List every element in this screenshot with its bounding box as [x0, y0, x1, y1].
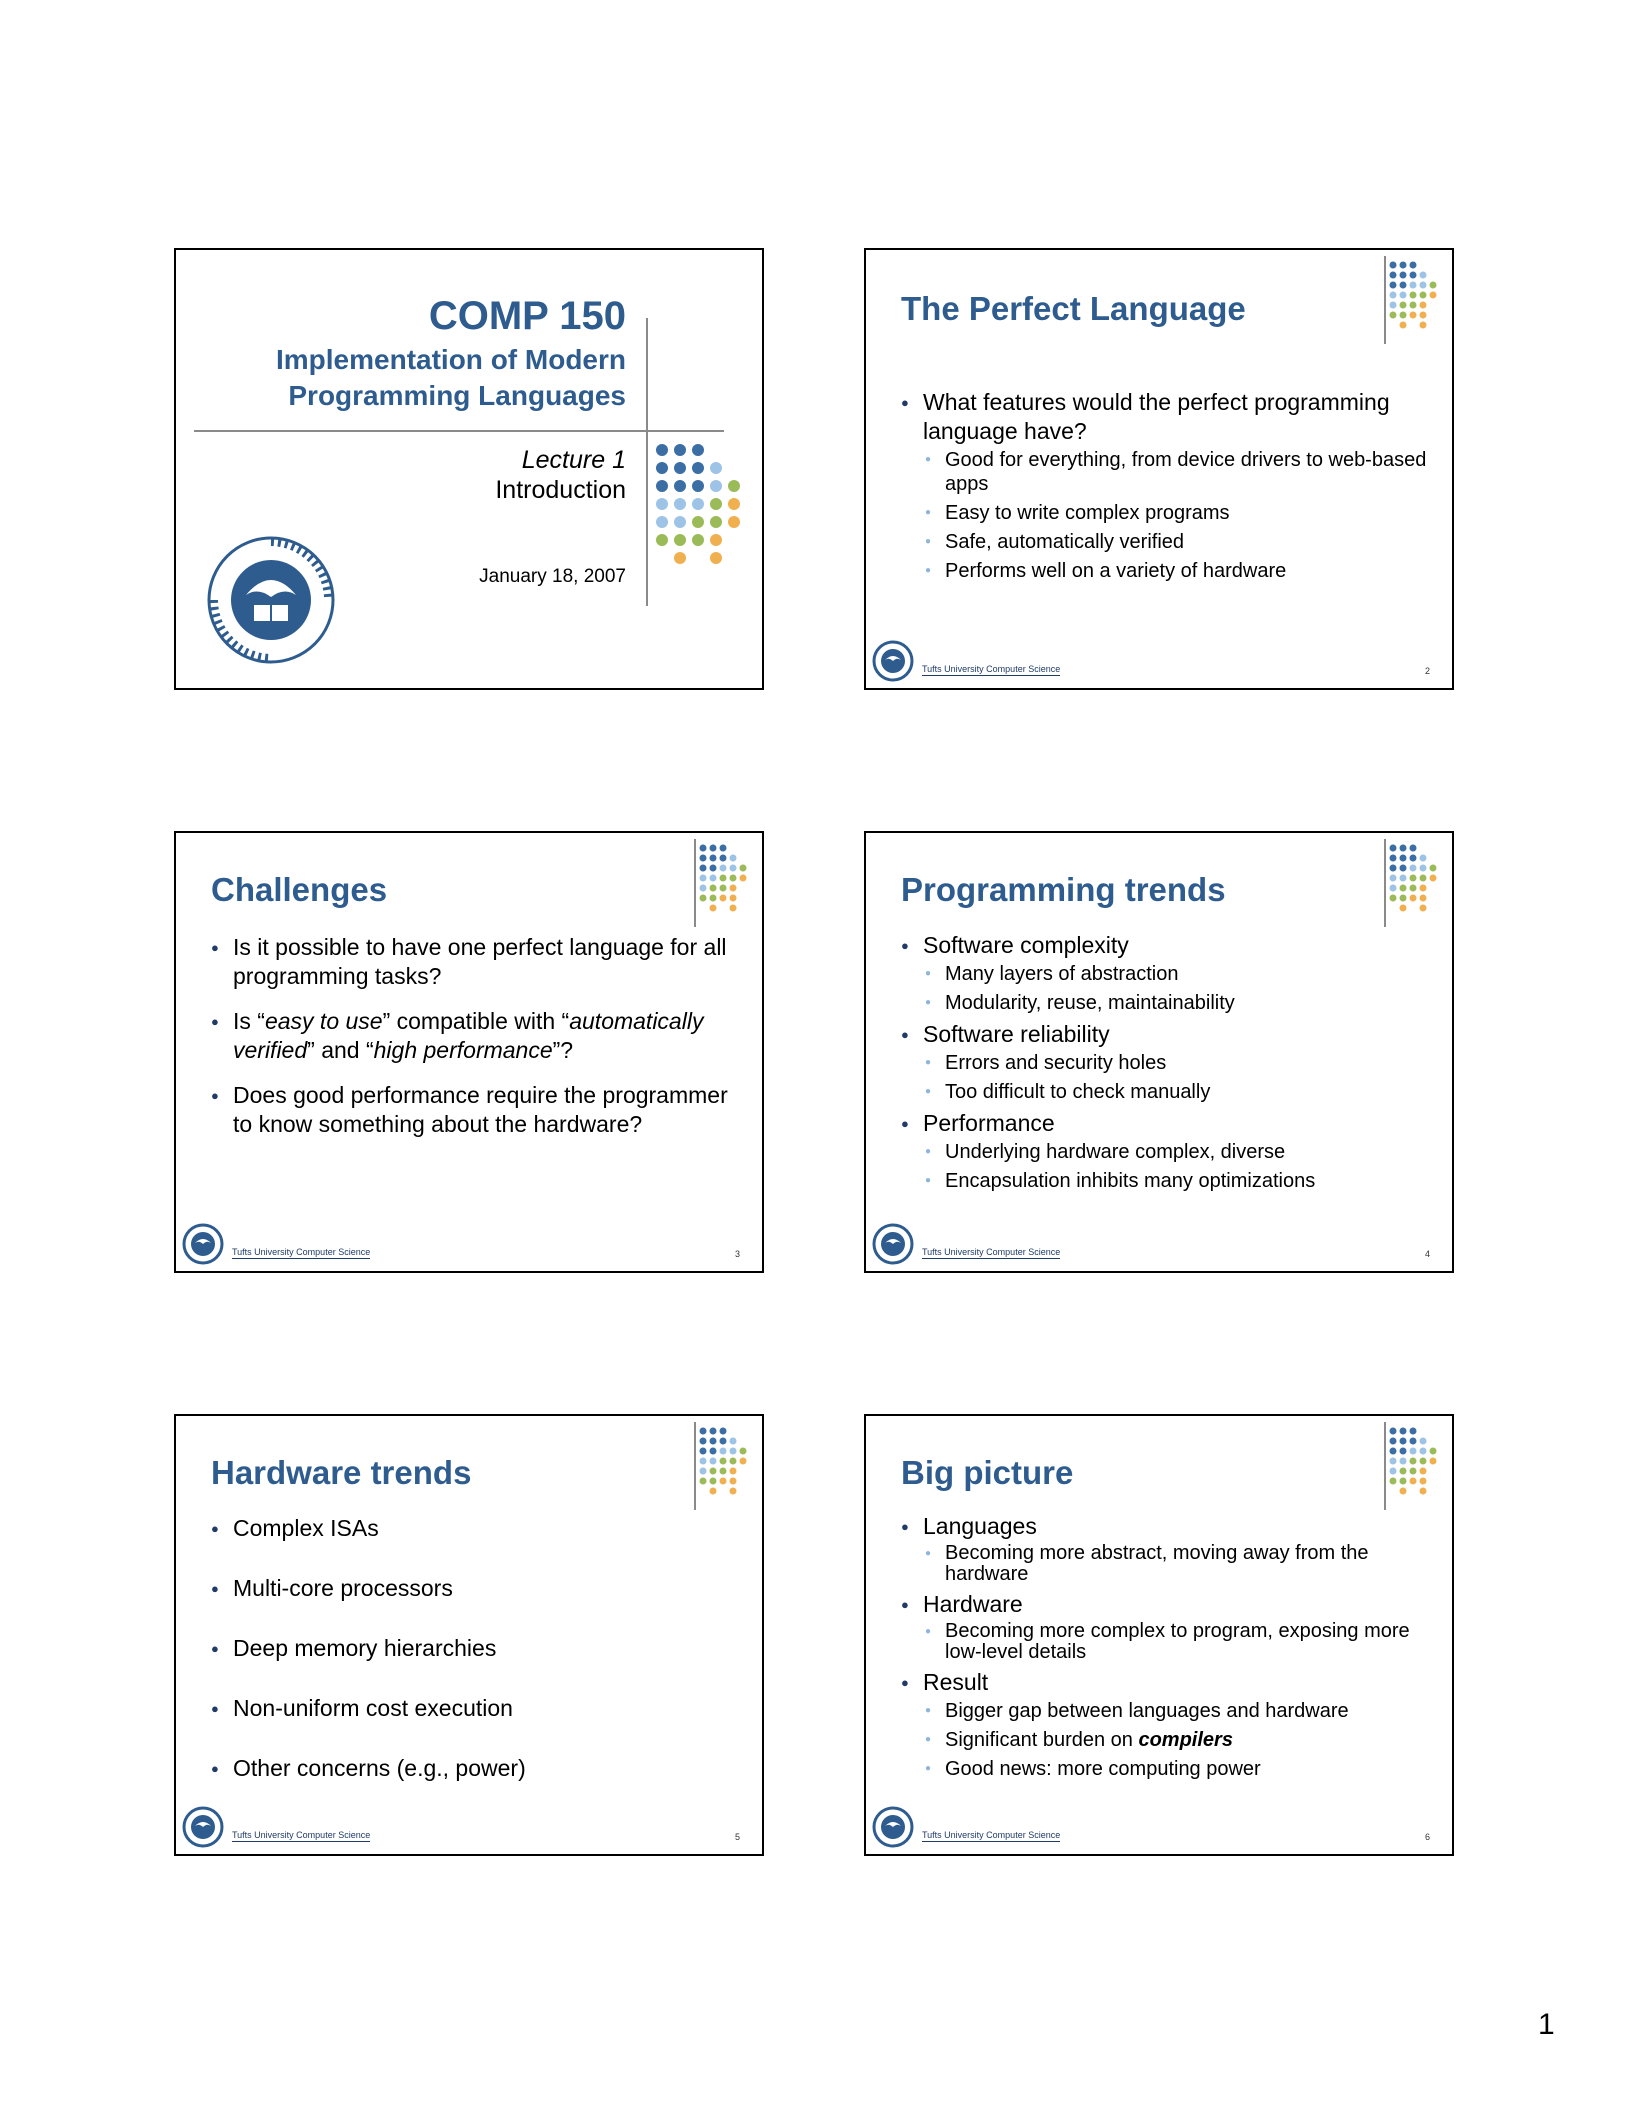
- slide-number: 6: [1424, 1832, 1430, 1842]
- sub-bullet: ● Good news: more computing power: [923, 1757, 1427, 1781]
- lecture-topic: Introduction: [495, 476, 626, 504]
- slide-title: Programming trends: [901, 871, 1226, 908]
- bullet: ● Complex ISAs: [211, 1514, 737, 1543]
- sub-bullet: [923, 1728, 1427, 1752]
- university-seal-icon: [872, 640, 914, 682]
- university-seal-logo: [206, 535, 336, 665]
- sub-bullet: ● Errors and security holes: [923, 1051, 1427, 1075]
- bullet-text: Result: [923, 1669, 989, 1695]
- dot-grid-decoration: [698, 1426, 750, 1512]
- bullet: ● Non-uniform cost execution: [211, 1694, 737, 1723]
- bullet-text: Hardware: [923, 1591, 1023, 1617]
- lecture-date: January 18, 2007: [479, 566, 626, 587]
- sub-bullet: ● Safe, automatically verified: [923, 530, 1427, 554]
- university-seal-icon: [182, 1806, 224, 1848]
- footer-text: Tufts University Computer Science: [922, 1830, 1061, 1840]
- sub-bullet: ● Performs well on a variety of hardware: [923, 559, 1427, 583]
- bullet: [901, 1512, 1427, 1585]
- slide-title: Big picture: [901, 1454, 1074, 1491]
- dot-grid-decoration: [698, 843, 750, 929]
- course-title: COMP 150: [428, 294, 626, 338]
- slide-body: [211, 1514, 737, 1783]
- university-seal-icon: [182, 1223, 224, 1265]
- slide-body: [211, 933, 737, 1139]
- slide-1-title: [174, 248, 764, 690]
- slide-footer: [866, 642, 1452, 688]
- slide-number: 4: [1424, 1249, 1430, 1259]
- vertical-divider: [694, 1422, 696, 1510]
- bullet-text: Software complexity: [923, 932, 1129, 958]
- slide-2: [864, 248, 1454, 690]
- slide-number: 5: [734, 1832, 740, 1842]
- slide-number: 3: [734, 1249, 740, 1259]
- emphasis-text: high performance: [373, 1037, 553, 1063]
- bullet-text: Performance: [923, 1110, 1055, 1136]
- sub-bullet: ● Many layers of abstraction: [923, 962, 1427, 986]
- slide-title: Hardware trends: [211, 1454, 472, 1491]
- vertical-divider: [1384, 1422, 1386, 1510]
- dot-grid-decoration: [1388, 843, 1440, 929]
- bullet: [901, 388, 1427, 583]
- bullet-text: ” and “: [307, 1037, 374, 1063]
- dot-grid-decoration: [1388, 260, 1440, 346]
- sub-bullet-text: Significant burden on: [945, 1729, 1139, 1751]
- sub-bullet: ● Bigger gap between languages and hardware: [923, 1699, 1427, 1723]
- course-subtitle: [276, 342, 626, 414]
- slide-6: [864, 1414, 1454, 1856]
- dot-grid-decoration: [1388, 1426, 1440, 1512]
- university-seal-icon: [872, 1223, 914, 1265]
- slide-body: [901, 1512, 1427, 1786]
- lecture-number: Lecture 1: [521, 446, 626, 474]
- vertical-divider: [1384, 839, 1386, 927]
- bullet: ● Is it possible to have one perfect language for all programming tasks?: [211, 933, 737, 991]
- bullet-text: What features would the perfect programming language have?: [923, 389, 1390, 444]
- bullet: [901, 1668, 1427, 1781]
- slide-3: [174, 831, 764, 1273]
- slide-footer: [866, 1808, 1452, 1854]
- vertical-divider: [1384, 256, 1386, 344]
- bullet: [901, 931, 1427, 1015]
- subtitle-line-2: Programming Languages: [288, 380, 626, 411]
- slide-title: The Perfect Language: [901, 290, 1246, 327]
- bullet: [901, 1109, 1427, 1193]
- slide-body: [901, 388, 1427, 588]
- sub-bullet: ● Modularity, reuse, maintainability: [923, 991, 1427, 1015]
- sub-bullet: ● Good for everything, from device drivers to web-based apps: [923, 448, 1427, 496]
- slide-footer: [866, 1225, 1452, 1271]
- footer-text: Tufts University Computer Science: [922, 664, 1061, 674]
- bullet-text: ”?: [552, 1037, 574, 1063]
- bullet: [211, 1007, 737, 1065]
- emphasis-text: easy to use: [264, 1008, 383, 1034]
- bullet: [901, 1590, 1427, 1663]
- emphasis-text: automatically verified: [233, 1008, 704, 1063]
- bullet-text: Is “: [233, 1008, 265, 1034]
- university-seal-icon: [872, 1806, 914, 1848]
- footer-text: Tufts University Computer Science: [922, 1247, 1061, 1257]
- bullet: ● Other concerns (e.g., power): [211, 1754, 737, 1783]
- bullet-text: Software reliability: [923, 1021, 1110, 1047]
- bullet-text: Languages: [923, 1513, 1037, 1539]
- sub-bullet: ● Easy to write complex programs: [923, 501, 1427, 525]
- sub-bullet: ● Becoming more complex to program, exposing more low-level details: [923, 1621, 1427, 1663]
- vertical-divider: [646, 318, 648, 606]
- footer-text: Tufts University Computer Science: [232, 1830, 371, 1840]
- emphasis-text: compilers: [1138, 1729, 1233, 1751]
- slide-footer: [176, 1808, 762, 1854]
- slide-5: [174, 1414, 764, 1856]
- page-number: 1: [1538, 2008, 1555, 2041]
- slide-body: [901, 931, 1427, 1198]
- bullet: [901, 1020, 1427, 1104]
- slide-4: [864, 831, 1454, 1273]
- bullet: ● Deep memory hierarchies: [211, 1634, 737, 1663]
- sub-bullet: ● Encapsulation inhibits many optimizations: [923, 1169, 1427, 1193]
- horizontal-divider: [194, 430, 724, 432]
- sub-bullet: ● Too difficult to check manually: [923, 1080, 1427, 1104]
- subtitle-line-1: Implementation of Modern: [276, 344, 626, 375]
- dot-grid-decoration: [652, 440, 752, 590]
- bullet: ● Does good performance require the programmer to know something about the hardware?: [211, 1081, 737, 1139]
- slide-title: Challenges: [211, 871, 388, 908]
- bullet-text: ” compatible with “: [382, 1008, 570, 1034]
- footer-text: Tufts University Computer Science: [232, 1247, 371, 1257]
- sub-bullet: ● Underlying hardware complex, diverse: [923, 1140, 1427, 1164]
- sub-bullet: ● Becoming more abstract, moving away from the hardware: [923, 1543, 1427, 1585]
- bullet: ● Multi-core processors: [211, 1574, 737, 1603]
- slide-number: 2: [1424, 666, 1430, 676]
- slide-footer: [176, 1225, 762, 1271]
- vertical-divider: [694, 839, 696, 927]
